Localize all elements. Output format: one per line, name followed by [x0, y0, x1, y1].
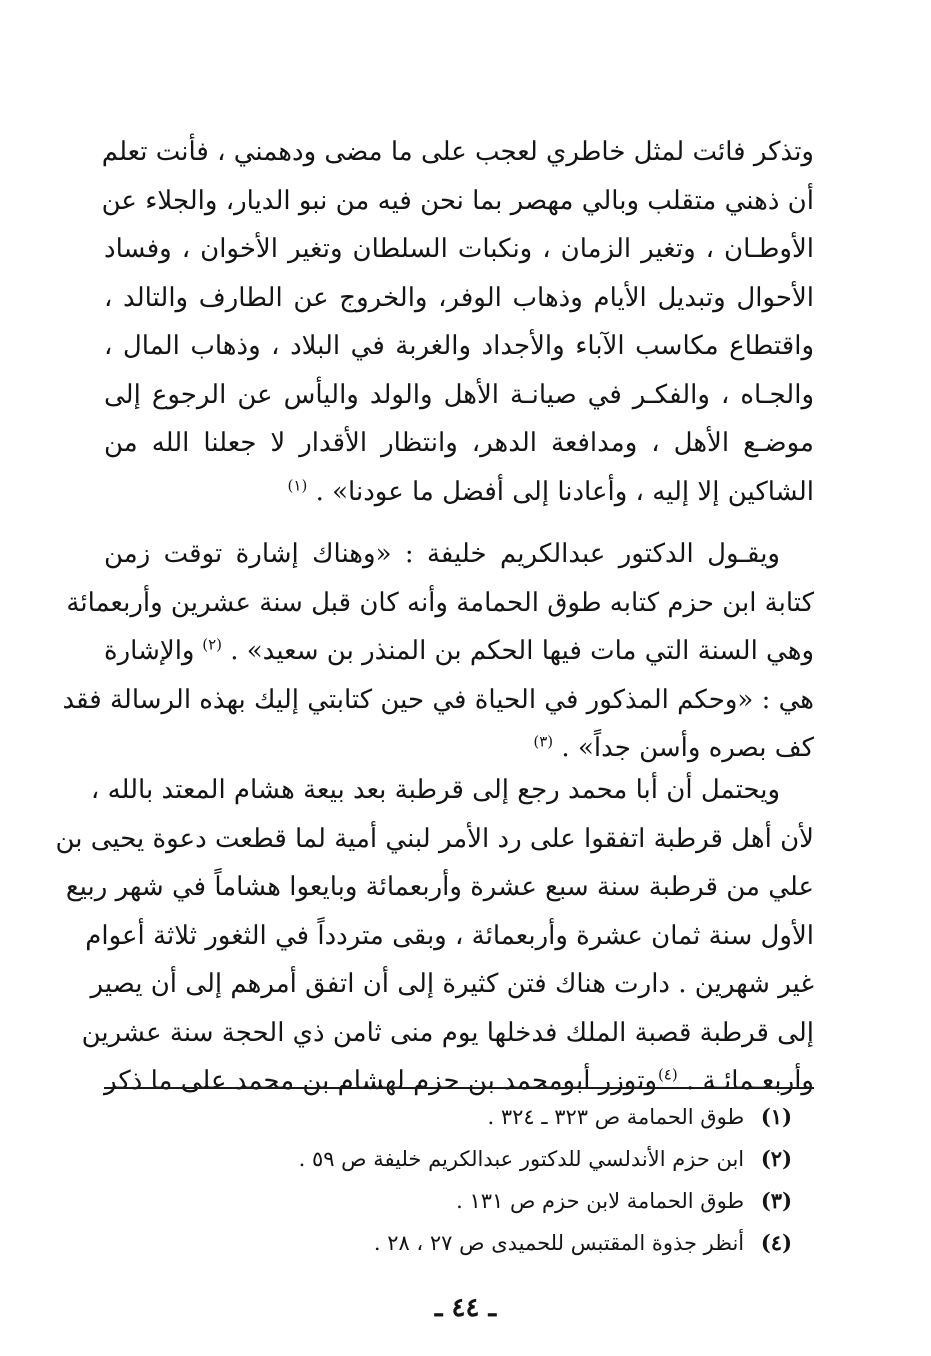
footnote-number: (٢) [760, 1146, 792, 1171]
text-line-mixed [104, 627, 814, 676]
text-line: ويقـول الدكتور عبدالكريم خليفة : «وهناك إشارة توقت زمن [104, 539, 780, 569]
text-line: ويحتمل أن أبا محمد رجع إلى قرطبة بعد بيعة هشام المعتد بالله ، [90, 775, 780, 805]
footnote-marker[interactable]: (١) [287, 475, 308, 494]
paragraph-1 [101, 128, 814, 516]
footnote-text: ابن حزم الأندلسي للدكتور عبدالكريم خليفة ص ٥٩ . [298, 1147, 745, 1171]
text-line: غير شهرين . دارت هناك فتن كثيرة إلى أن اتفق أمرهم إلى أن يصير [90, 969, 814, 999]
text-line: الأحوال وتبديل الأيام وذهاب الوفر، والخروج عن الطارف والتالد ، [104, 282, 814, 313]
text-line: الأوطـان ، وتغير الزمان ، ونكبات السلطان وتغير الأخوان ، وفساد [104, 234, 814, 264]
footnote-number: (٤) [760, 1230, 792, 1255]
footnote-number: (٣) [760, 1188, 792, 1213]
text-line: وتذكر فائت لمثل خاطري لعجب على ما مضى ودهمني ، فأنت تعلم [101, 137, 814, 167]
text-line: موضـع الأهل ، ومدافعة الدهر، وانتظار الأقدار لا جعلنا الله من [104, 428, 814, 458]
paragraph-2 [62, 530, 814, 773]
text-line: علي من قرطبة سنة سبع عشرة وأربعمائة وبايعوا هشاماً في شهر ربيع [65, 872, 814, 902]
footnote-number: (١) [760, 1104, 792, 1129]
text-line-start [202, 627, 814, 676]
text-line-tail: والإشارة [104, 636, 195, 666]
text-line: إلى قرطبة قصبة الملك فدخلها يوم منى ثامن ذي الحجة سنة عشرين [81, 1017, 814, 1048]
text-line: لأن أهل قرطبة اتفقوا على رد الأمر لبني أمية لما قطعت دعوة يحيى بن [55, 823, 814, 854]
footnote-marker[interactable]: (٣) [533, 732, 554, 751]
text-line: أن ذهني متقلب وبالي مهصر بما نحن فيه من نبو الديار، والجلاء عن [101, 185, 814, 216]
footnote-text: طوق الحمامة ص ٣٢٣ ـ ٣٢٤ . [487, 1105, 745, 1129]
text-line-last [104, 468, 814, 517]
footnote-marker[interactable]: (٤) [657, 1065, 678, 1084]
footnote-item [104, 1138, 814, 1180]
text-line: هي : «وحكم المذكور في الحياة في حين كتابتي إليك بهذه الرسالة فقد [62, 684, 814, 715]
footnote-text: طوق الحمامة لابن حزم ص ١٣١ . [456, 1189, 745, 1213]
footnote-item [104, 1096, 814, 1138]
text-line: وأربعـمائـة . [685, 1066, 814, 1096]
footnote-marker[interactable]: (٢) [202, 635, 222, 654]
footnote-separator [104, 1087, 814, 1089]
page-number: ـ ٤٤ ـ [434, 1293, 497, 1323]
footnote-item [104, 1222, 814, 1264]
text-line: وهي السنة التي مات فيها الحكم بن المنذر بن سعيد» . [230, 636, 814, 666]
footnotes [104, 1096, 814, 1264]
paragraph-3 [55, 766, 814, 1106]
text-line: الشاكين إلا إليه ، وأعادنا إلى أفضل ما عودنا» . [315, 476, 814, 507]
footnote-text: أنظر جذوة المقتبس للحميدى ص ٢٧ ، ٢٨ . [373, 1231, 745, 1255]
text-line: واقتطاع مكاسب الآباء والأجداد والغربة في البلاد ، وذهاب المال ، [104, 331, 814, 361]
text-line: كتابة ابن حزم كتابه طوق الحمامة وأنه كان قبل سنة عشرين وأربعمائة [66, 587, 814, 618]
text-line-tail: وتوزر أبومحمد بن حزم لهشام بن محمد على ما ذكر [104, 1066, 658, 1096]
text-line: والجـاه ، والفكـر في صيانـة الأهل والولد واليأس عن الرجوع إلى [104, 379, 814, 410]
text-line: الأول سنة ثمان عشرة وأربعمائة ، وبقى متردداً في الثغور ثلاثة أعوام [85, 920, 814, 951]
text-line: كف بصره وأسن جداً» . [561, 733, 814, 763]
footnote-item [104, 1180, 814, 1222]
